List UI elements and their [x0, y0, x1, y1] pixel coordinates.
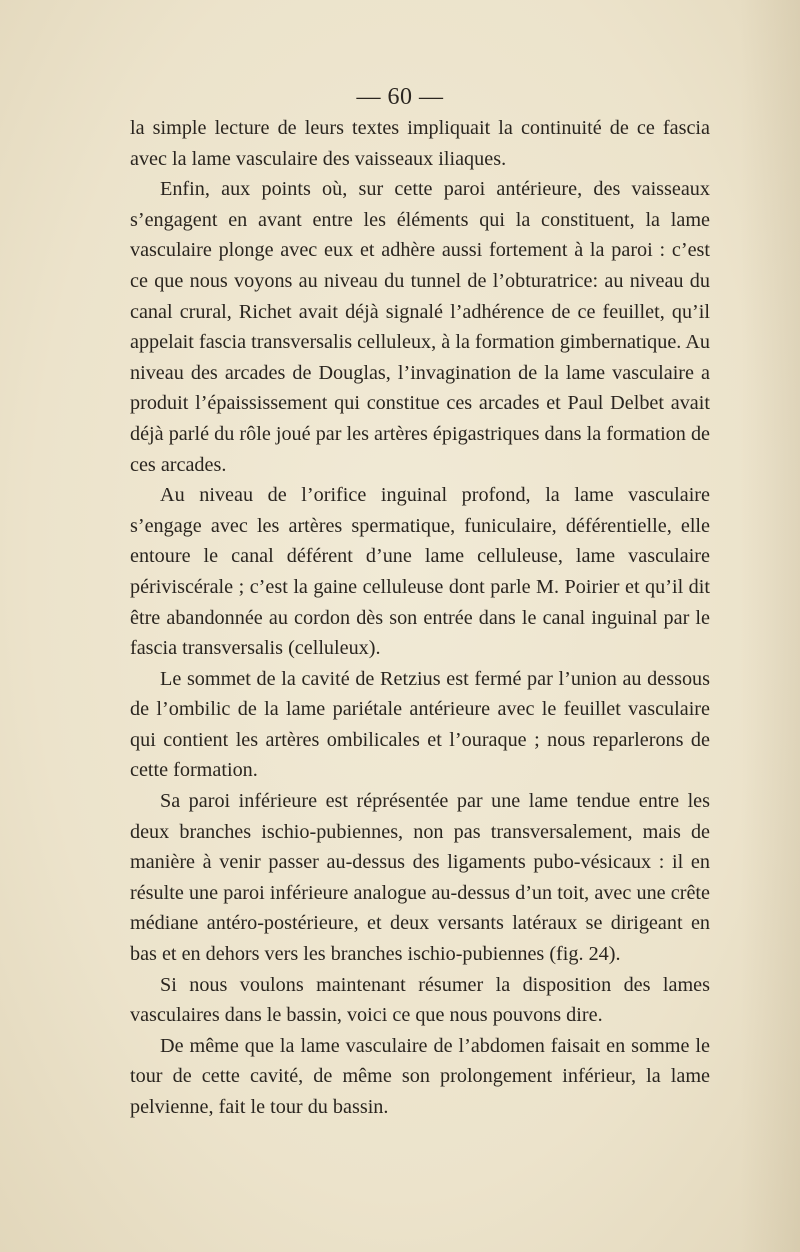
page-edge-shadow — [740, 0, 800, 1252]
paragraph: la simple lecture de leurs textes impliquait la continuité de ce fascia avec la lame vasculaire des vaisseaux iliaques. — [130, 117, 710, 170]
paragraph: Sa paroi inférieure est réprésentée par une lame tendue entre les deux branches ischio-pubiennes, non pas transversalement, mais de manière à venir passer au-dessus des ligaments pubo-vésicaux : il en résulte une paroi inférieure analogue au-dessus d’un toit, avec une crête médiane antéro-postérieure, et deux versants latéraux se dirigeant en bas et en dehors vers les branches ischio-pubiennes (fig. 24). — [130, 790, 710, 966]
paragraph: Le sommet de la cavité de Retzius est fermé par l’union au dessous de l’ombilic de la lame pariétale antérieure avec le feuillet vasculaire qui contient les artères ombilicales et l’ouraque ; nous reparlerons de cette formation. — [130, 667, 710, 782]
body-text — [130, 113, 710, 1123]
paragraph: De même que la lame vasculaire de l’abdomen faisait en somme le tour de cette cavité, de même son prolongement inférieur, la lame pelvienne, fait le tour du bassin. — [130, 1034, 710, 1118]
paragraph: Au niveau de l’orifice inguinal profond, la lame vasculaire s’engage avec les artères spermatique, funiculaire, déférentielle, elle entoure le canal déférent d’une lame celluleuse, lame vasculaire périviscérale ; c’est la gaine celluleuse dont parle M. Poirier et qu’il dit être abandonnée au cordon dès son entrée dans le canal inguinal par le fascia transversalis (celluleux). — [130, 484, 710, 660]
paragraph: Enfin, aux points où, sur cette paroi antérieure, des vaisseaux s’engagent en avant entre les éléments qui la constituent, la lame vasculaire plonge avec eux et adhère aussi fortement à la paroi : c’est ce que nous voyons au niveau du tunnel de l’obturatrice: au niveau du canal crural, Richet avait déjà signalé l’adhérence de ce feuillet, qu’il appelait fascia transversalis celluleux, à la formation gimbernatique. Au niveau des arcades de Douglas, l’invagination de la lame vasculaire a produit l’épaississement qui constitue ces arcades et Paul Delbet avait déjà parlé du rôle joué par les artères épigastriques dans la formation de ces arcades. — [130, 178, 710, 476]
page-number: — 60 — — [356, 84, 444, 110]
paragraph: Si nous voulons maintenant résumer la disposition des lames vasculaires dans le bassin, voici ce que nous pouvons dire. — [130, 973, 710, 1027]
